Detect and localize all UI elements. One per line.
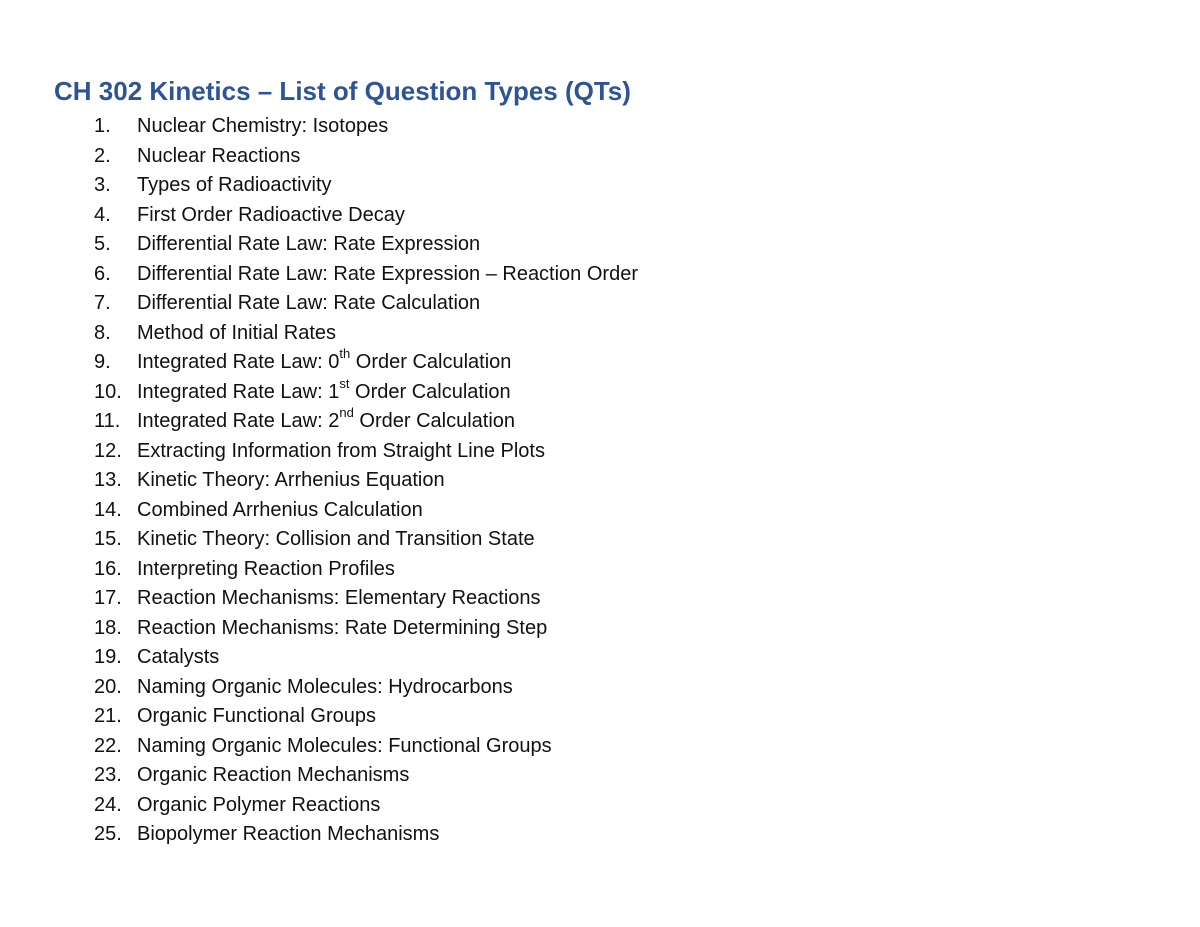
list-item-number: 13. <box>94 469 122 491</box>
list-item-number: 7. <box>94 292 111 314</box>
list-item-number: 24. <box>94 793 122 816</box>
list-item-text: Interpreting Reaction Profiles <box>137 557 395 580</box>
list-item-number: 4. <box>94 203 111 226</box>
list-item-text <box>137 407 515 437</box>
list-item-number: 14. <box>94 498 122 521</box>
ordinal-suffix: th <box>339 346 351 362</box>
list-item-number: 2. <box>94 144 111 167</box>
list-item-text-pre: Integrated Rate Law: 1 <box>137 380 340 403</box>
list-item-number: 25. <box>94 823 122 845</box>
list-item-text: Organic Reaction Mechanisms <box>137 764 410 786</box>
list-item-text: First Order Radioactive Decay <box>137 203 405 226</box>
list-item-text-post: Order Calculation <box>350 351 512 373</box>
list-item-text: Reaction Mechanisms: Rate Determining Step <box>137 616 548 639</box>
list-item-text: Method of Initial Rates <box>137 321 336 344</box>
list-item-text: Types of Radioactivity <box>137 174 332 196</box>
list-item-text-pre: Integrated Rate Law: 0 <box>137 351 340 373</box>
list-item-number: 18. <box>94 616 122 639</box>
list-item-text: Extracting Information from Straight Line Plots <box>137 439 545 462</box>
list-item-text: Differential Rate Law: Rate Expression <box>137 233 481 255</box>
list-item-number: 3. <box>94 174 111 196</box>
list-item-number: 15. <box>94 528 122 550</box>
list-item-text-post: Order Calculation <box>353 410 516 432</box>
list-item-text <box>137 348 511 378</box>
list-item-text: Naming Organic Molecules: Functional Groups <box>137 734 552 757</box>
list-item-text: Combined Arrhenius Calculation <box>137 498 423 521</box>
document-title: CH 302 Kinetics – List of Question Types (QTs) <box>54 76 631 106</box>
list-item-text: Differential Rate Law: Rate Expression – Reaction Order <box>137 262 638 285</box>
list-item-number: 17. <box>94 587 122 609</box>
list-item-number: 11. <box>94 410 121 432</box>
list-item-number: 9. <box>94 351 111 373</box>
list-item-text: Kinetic Theory: Arrhenius Equation <box>137 469 445 491</box>
list-item-number: 19. <box>94 646 122 668</box>
list-item-number: 21. <box>94 705 122 727</box>
list-item-number: 6. <box>94 262 111 285</box>
list-item-number: 12. <box>94 439 122 462</box>
list-item-number: 23. <box>94 764 122 786</box>
list-item-text: Nuclear Chemistry: Isotopes <box>137 115 389 137</box>
ordinal-suffix: nd <box>339 405 354 421</box>
list-item-number: 10. <box>94 380 122 403</box>
list-item-number: 22. <box>94 734 122 757</box>
list-item-text: Catalysts <box>137 646 220 668</box>
list-item-text: Nuclear Reactions <box>137 144 301 167</box>
list-item-text: Differential Rate Law: Rate Calculation <box>137 292 481 314</box>
list-item-text: Kinetic Theory: Collision and Transition State <box>137 528 535 550</box>
list-item-text: Naming Organic Molecules: Hydrocarbons <box>137 675 513 698</box>
list-item-number: 20. <box>94 675 122 698</box>
list-item-text: Organic Functional Groups <box>137 705 377 727</box>
list-item-text: Organic Polymer Reactions <box>137 793 381 816</box>
list-item-text-post: Order Calculation <box>349 380 511 403</box>
list-item-text: Biopolymer Reaction Mechanisms <box>137 823 440 845</box>
list-item-text: Reaction Mechanisms: Elementary Reactions <box>137 587 541 609</box>
list-item-text <box>137 375 511 408</box>
list-item-number: 8. <box>94 321 111 344</box>
list-item-text-pre: Integrated Rate Law: 2 <box>137 410 340 432</box>
list-item-number: 16. <box>94 557 122 580</box>
ordinal-suffix: st <box>339 375 350 391</box>
list-item-number: 1. <box>94 115 111 137</box>
list-item-number: 5. <box>94 233 111 255</box>
